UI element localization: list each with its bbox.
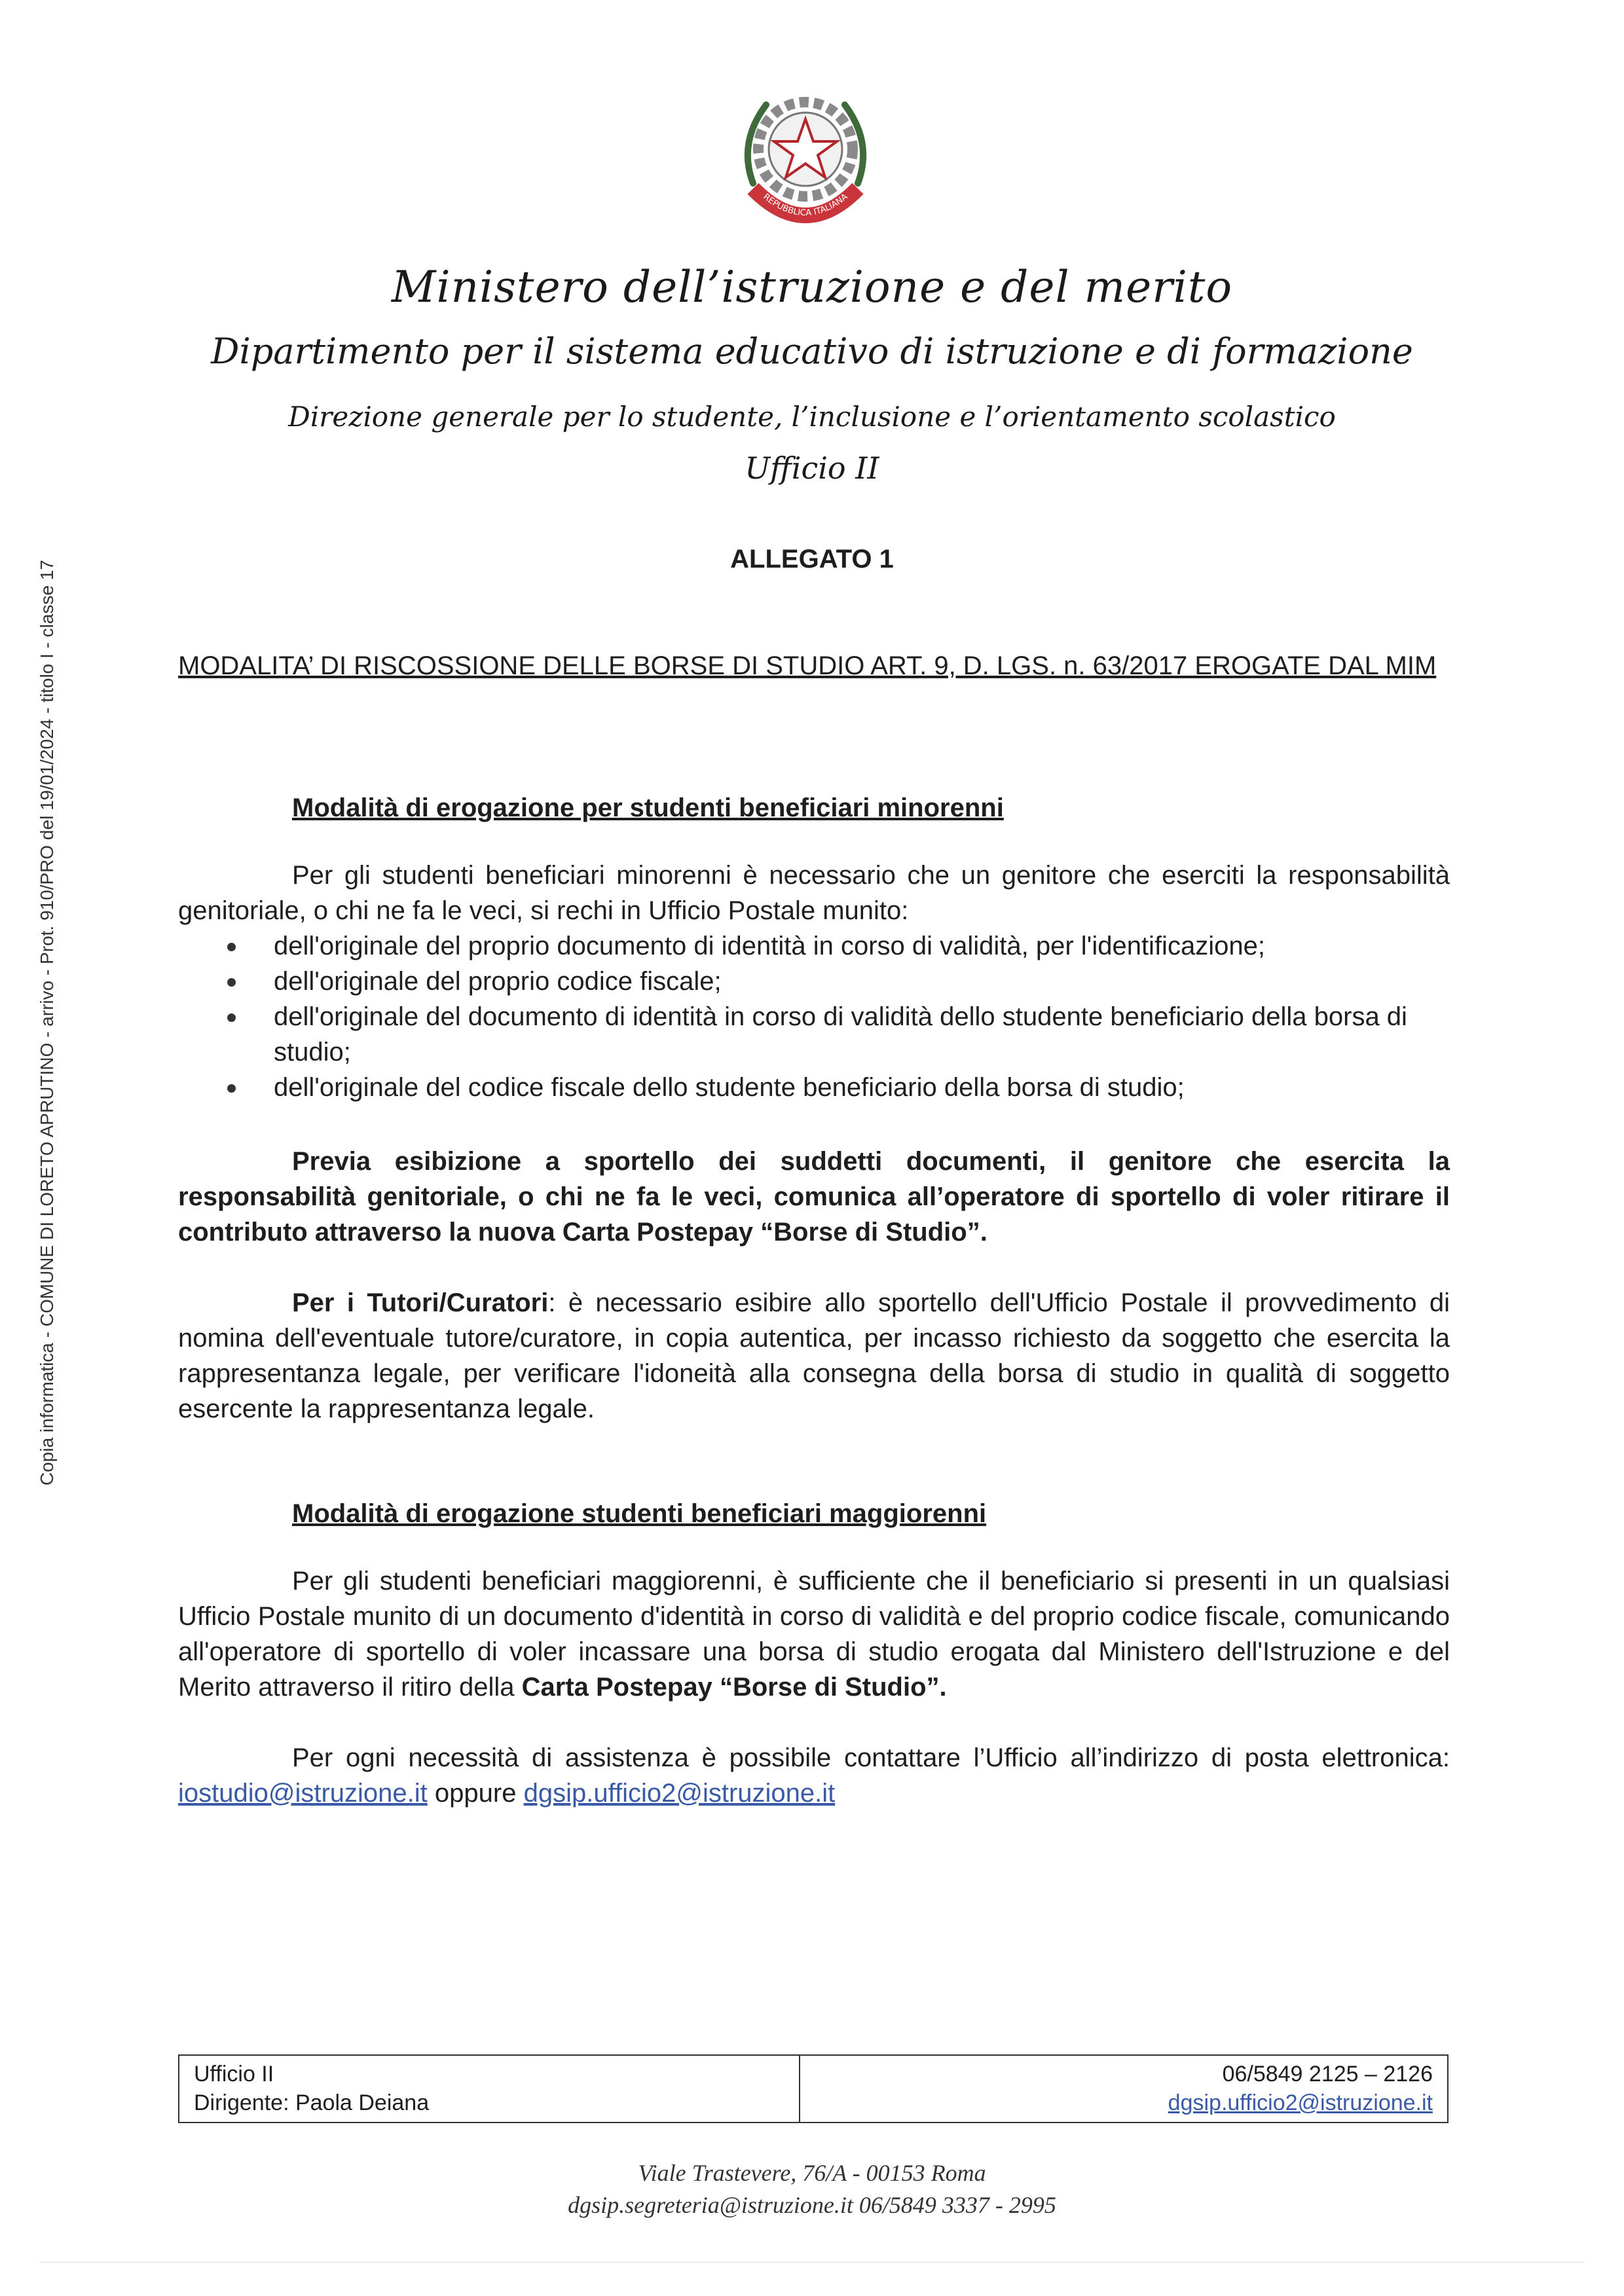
footer-director: Dirigente: Paola Deiana bbox=[194, 2090, 430, 2115]
directorate-name: Direzione generale per lo studente, l’inclusione e l’orientamento scolastico bbox=[288, 401, 1336, 433]
document-subject: MODALITA’ DI RISCOSSIONE DELLE BORSE DI STUDIO ART. 9, D. LGS. n. 63/2017 EROGATE DAL MIM bbox=[178, 651, 1437, 680]
bullet-icon bbox=[227, 943, 236, 951]
minors-bold-paragraph: Previa esibizione a sportello dei suddetti documenti, il genitore che esercita la responsabilità genitoriale, o chi ne fa le veci, comunica all’operatore di sportello di voler ritirare il contributo attraverso la nuova Carta Postepay “Borse di Studio”. bbox=[178, 1147, 1450, 1247]
tutors-label: Per i Tutori/Curatori bbox=[292, 1288, 549, 1317]
footer-email-link[interactable]: dgsip.ufficio2@istruzione.it bbox=[1168, 2090, 1433, 2115]
section-title-minors: Modalità di erogazione per studenti beneficiari minorenni bbox=[292, 793, 1004, 822]
minors-intro: Per gli studenti beneficiari minorenni è necessario che un genitore che eserciti la responsabilità genitoriale, o chi ne fa le veci, si rechi in Ufficio Postale munito: bbox=[178, 861, 1450, 925]
office-contact-box bbox=[178, 2054, 1449, 2123]
protocol-stamp: Copia informatica - COMUNE DI LORETO APRUTINO - arrivo - Prot. 910/PRO del 19/01/2024 - titolo I - classe 17 bbox=[37, 560, 57, 1485]
email-link-iostudio[interactable]: iostudio@istruzione.it bbox=[178, 1779, 428, 1808]
footer-phone: 06/5849 2125 – 2126 bbox=[1222, 2062, 1433, 2086]
republic-emblem bbox=[727, 79, 884, 236]
list-item: dell'originale del proprio documento di identità in corso di validità, per l'identificazione; bbox=[178, 928, 1450, 964]
address-line: Viale Trastevere, 76/A - 00153 Roma bbox=[638, 2160, 986, 2186]
page-bottom-divider bbox=[39, 2262, 1585, 2263]
section-title-adults: Modalità di erogazione studenti beneficiari maggiorenni bbox=[292, 1499, 987, 1528]
bullet-icon bbox=[227, 1084, 236, 1093]
card-name: Carta Postepay “Borse di Studio”. bbox=[521, 1673, 947, 1702]
bullet-icon bbox=[227, 1013, 236, 1022]
attachment-title: ALLEGATO 1 bbox=[730, 545, 894, 574]
office-name: Ufficio II bbox=[745, 450, 879, 486]
assistance-paragraph: Per ogni necessità di assistenza è possibile contattare l’Ufficio all’indirizzo di posta elettronica: iostudio@istruzione.it oppure dgsip.ufficio2@istruzione.it bbox=[178, 1743, 1450, 1808]
adults-paragraph: Per gli studenti beneficiari maggiorenni, è sufficiente che il beneficiario si presenti in un qualsiasi Ufficio Postale munito di un documento d'identità in corso di validità e del proprio codice fiscale, comunicando all'operatore di sportello di voler incassare una borsa di studio erogata dal Ministero dell'Istruzione e del Merito attraverso il ritiro della Carta Postepay “Borse di Studio”. bbox=[178, 1567, 1450, 1702]
list-item: dell'originale del codice fiscale dello studente beneficiario della borsa di studio; bbox=[178, 1070, 1450, 1105]
required-documents-list bbox=[178, 928, 1450, 1105]
tutors-paragraph: Per i Tutori/Curatori: è necessario esibire allo sportello dell'Ufficio Postale il provvedimento di nomina dell'eventuale tutore/curatore, in copia autentica, per incasso richiesto da soggetto che esercita la rappresentanza legale, per verificare l'idoneità alla consegna della borsa di studio in qualità di soggetto esercente la rappresentanza legale. bbox=[178, 1288, 1450, 1423]
contact-info-cell bbox=[800, 2056, 1447, 2122]
footer-office: Ufficio II bbox=[194, 2062, 274, 2086]
bullet-icon bbox=[227, 978, 236, 987]
email-link-dgsip-ufficio2[interactable]: dgsip.ufficio2@istruzione.it bbox=[523, 1779, 836, 1808]
list-item: dell'originale del documento di identità in corso di validità dello studente beneficiario della borsa di studio; bbox=[178, 999, 1450, 1070]
list-item: dell'originale del proprio codice fiscale; bbox=[178, 964, 1450, 999]
office-info-cell bbox=[179, 2056, 800, 2122]
ministry-name: Ministero dell’istruzione e del merito bbox=[391, 262, 1233, 312]
department-name: Dipartimento per il sistema educativo di istruzione e di formazione bbox=[211, 331, 1413, 372]
address-contacts: dgsip.segreteria@istruzione.it 06/5849 3337 - 2995 bbox=[568, 2192, 1056, 2218]
emblem-banner: REPUBBLICA ITALIANA bbox=[761, 192, 850, 219]
